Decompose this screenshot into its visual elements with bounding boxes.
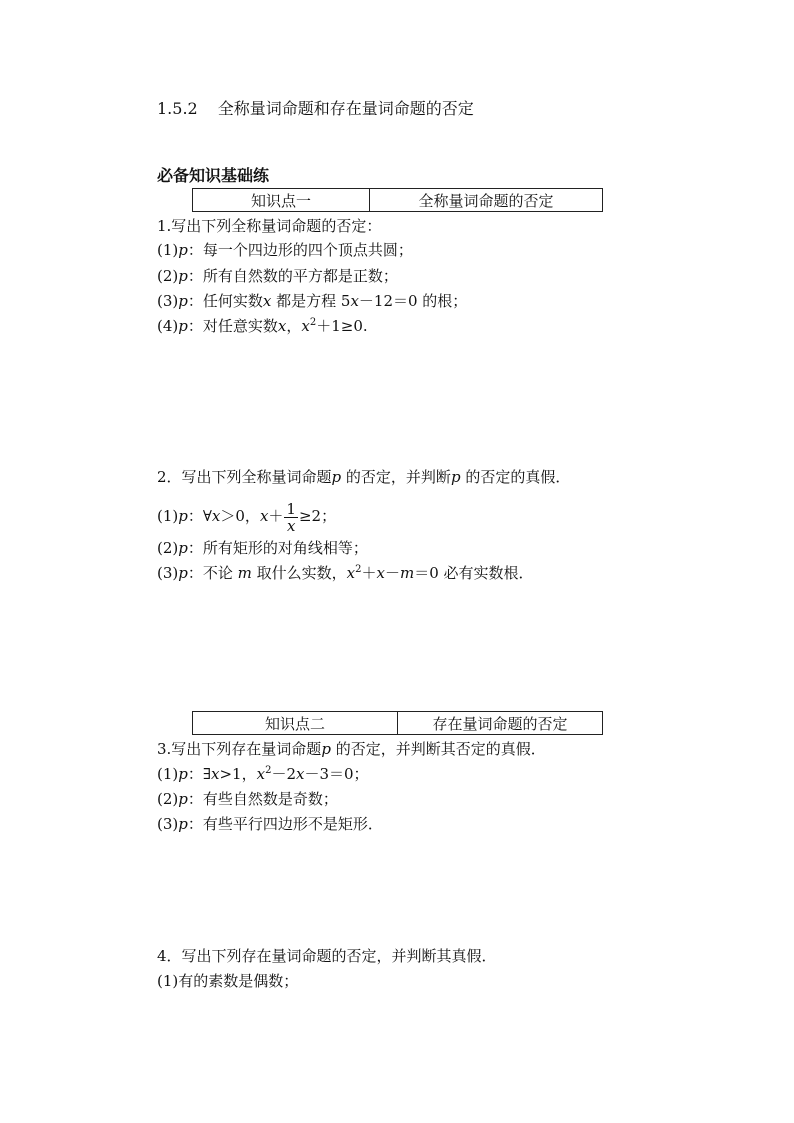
knowledge-point-1-box [192, 188, 603, 212]
q2-item-3: (3)p：不论 m 取什么实数，$x^2+x-m=0$ 必有实数根． [157, 564, 534, 582]
q3-item-3: (3)p：有些平行四边形不是矩形． [157, 815, 383, 833]
q4-item-1: (1)有的素数是偶数； [157, 972, 299, 990]
q3-stem: 3.写出下列存在量词命题p 的否定，并判断其否定的真假． [157, 740, 546, 758]
q2-item-2: (2)p：所有矩形的对角线相等； [157, 539, 368, 557]
page-title [157, 97, 474, 121]
knowledge-point-2-box [192, 711, 603, 735]
fraction-one-over-x: $\frac{1}{x}$ [286, 499, 296, 535]
q1-item-1: (1)p：每一个四边形的四个顶点共圆； [157, 241, 413, 259]
q3-item-2: (2)p：有些自然数是奇数； [157, 790, 338, 808]
knowledge-point-1-label: 知识点一 [193, 189, 370, 212]
q2-stem: 2．写出下列全称量词命题p 的否定，并判断p 的否定的真假． [157, 468, 571, 486]
q1-item-3: (3)p：任何实数x 都是方程 5x－12＝0 的根； [157, 292, 468, 310]
q4-stem: 4．写出下列存在量词命题的否定，并判断其真假． [157, 947, 497, 965]
section-heading: 必备知识基础练 [157, 166, 270, 185]
title-text: 全称量词命题和存在量词命题的否定 [217, 99, 474, 118]
q3-item-1: (1)p：∃x>1，$x^2-2x-3=0$； [157, 765, 369, 783]
title-number: 1.5.2 [157, 99, 198, 118]
q2-item-1: (1)p：∀x＞0，x＋ $\frac{1}{x}$ ≥2； [157, 499, 337, 535]
knowledge-point-2-topic: 存在量词命题的否定 [398, 712, 603, 735]
knowledge-point-2-label: 知识点二 [193, 712, 398, 735]
knowledge-point-1-topic: 全称量词命题的否定 [370, 189, 603, 212]
q1-item-2: (2)p：所有自然数的平方都是正数； [157, 267, 398, 285]
q1-item-4: (4)p：对任意实数x，$x^2+1\ge 0$. [157, 317, 368, 335]
q1-stem: 1.写出下列全称量词命题的否定： [157, 217, 382, 235]
